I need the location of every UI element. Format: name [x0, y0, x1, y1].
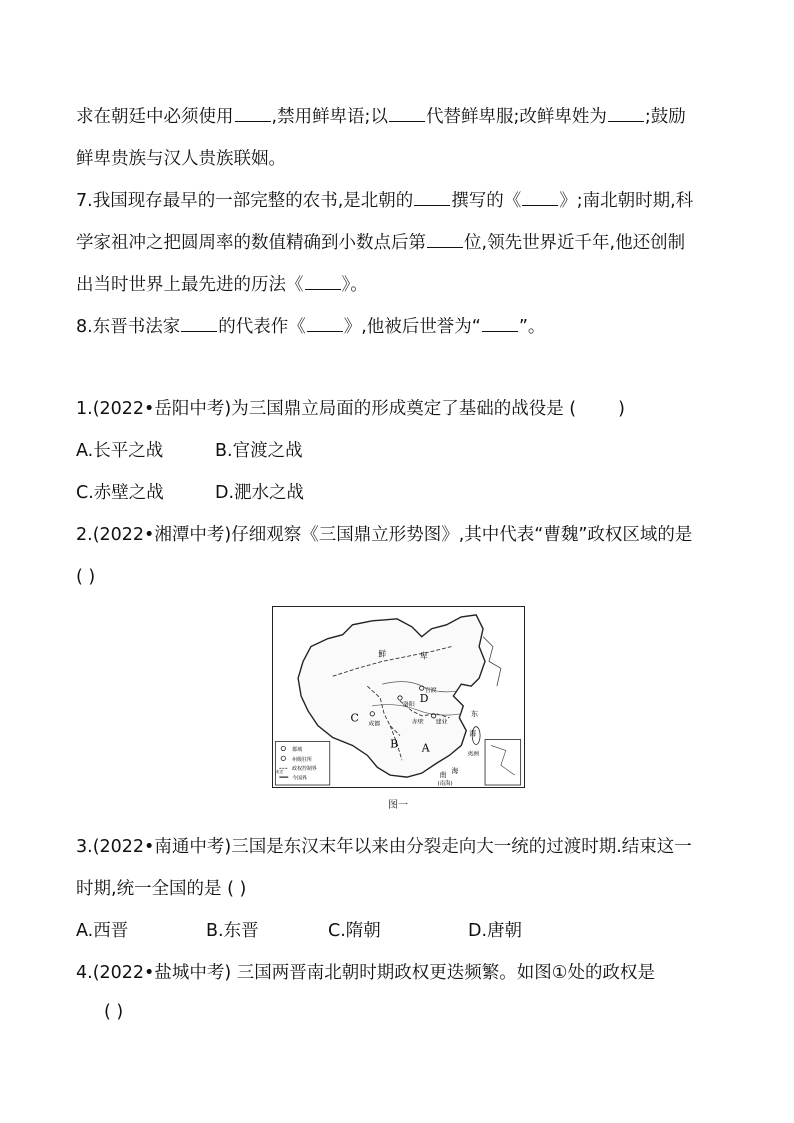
sea-label: 海	[469, 729, 477, 738]
text: 》。	[341, 275, 368, 295]
question-text: 3.(2022•南通中考)三国是东汉末年以来由分裂走向大一统的过渡时期.结束这一	[76, 837, 692, 857]
city-label: 建业	[435, 718, 448, 726]
legend-label: 州级驻所	[292, 756, 312, 763]
q3-option-c[interactable]: C.隋朝	[328, 921, 381, 941]
map-drawing	[273, 607, 524, 787]
blank[interactable]	[482, 317, 518, 332]
q1-option-d[interactable]: D.淝水之战	[215, 483, 305, 503]
city-label: 赤壁	[411, 718, 424, 726]
blank[interactable]	[414, 191, 450, 206]
blank[interactable]	[427, 233, 463, 248]
city-label: 成都	[368, 720, 381, 728]
q3-option-a[interactable]: A.西晋	[76, 921, 129, 941]
text: 位,领先世界近千年,他还创制	[464, 233, 686, 253]
text: ”。	[518, 317, 546, 337]
legend-side-label: 未定	[275, 769, 284, 775]
question-2-answer[interactable]: ( )	[76, 567, 96, 587]
sea-label: 海	[451, 767, 459, 776]
blank[interactable]	[389, 107, 425, 122]
blank[interactable]	[307, 317, 343, 332]
city-label: 洛阳	[402, 700, 415, 708]
blank[interactable]	[181, 317, 217, 332]
blank[interactable]	[305, 275, 341, 290]
legend-label: 都城	[292, 746, 303, 753]
question-4-stem	[76, 962, 655, 984]
text: 的代表作《	[218, 317, 306, 337]
sea-label: (南海)	[437, 781, 453, 787]
question-7-line-1	[76, 190, 693, 212]
map-label: 鲜	[378, 649, 387, 659]
figure-caption: 图一	[388, 800, 408, 811]
question-1-stem	[76, 398, 625, 420]
island-label: 夷洲	[467, 750, 480, 758]
south-sea-inset	[485, 740, 521, 785]
intro-line-2	[76, 148, 286, 170]
question-2-stem	[76, 524, 692, 546]
intro-line-1	[76, 106, 686, 128]
text: 8.东晋书法家	[76, 317, 181, 337]
text: 学家祖冲之把圆周率的数值精确到小数点后第	[76, 233, 426, 253]
question-7-line-2	[76, 232, 685, 254]
region-label-d: D	[419, 691, 429, 705]
sea-label: 东	[471, 709, 479, 718]
legend-label: 今国界	[292, 775, 307, 782]
blank[interactable]	[522, 191, 558, 206]
region-label-b: B	[390, 737, 399, 751]
text: 求在朝廷中必须使用	[76, 107, 234, 127]
q3-option-b[interactable]: B.东晋	[206, 921, 259, 941]
blank[interactable]	[235, 107, 271, 122]
question-text[interactable]: 时期,统一全国的是 ( )	[76, 879, 247, 899]
question-8-line	[76, 316, 545, 338]
text: 出当时世界上最先进的历法《	[76, 275, 304, 295]
city-label: 官渡	[424, 687, 437, 695]
question-text: 2.(2022•湘潭中考)仔细观察《三国鼎立形势图》,其中代表“曹魏”政权区域的是	[76, 525, 693, 545]
region-label-c: C	[350, 711, 359, 725]
question-7-line-3	[76, 274, 368, 296]
text: 》,他被后世誉为“	[343, 317, 481, 337]
text: 代替鲜卑服;改鲜卑姓为	[425, 107, 607, 127]
question-4-answer[interactable]: ( )	[104, 1002, 124, 1022]
paren-close: )	[618, 399, 625, 419]
q3-option-d[interactable]: D.唐朝	[468, 921, 523, 941]
q1-option-c[interactable]: C.赤壁之战	[76, 483, 164, 503]
question-text: 4.(2022•盐城中考) 三国两晋南北朝时期政权更迭频繁。如图①处的政权是	[76, 963, 655, 983]
map-label: 卑	[419, 651, 428, 661]
three-kingdoms-map	[272, 606, 525, 788]
q1-option-a[interactable]: A.长平之战	[76, 441, 164, 461]
q1-option-b[interactable]: B.官渡之战	[215, 441, 303, 461]
blank[interactable]	[608, 107, 644, 122]
text: ,禁用鲜卑语;以	[271, 107, 388, 127]
question-text: 1.(2022•岳阳中考)为三国鼎立局面的形成奠定了基础的战役是 (	[76, 399, 577, 419]
region-label-a: A	[421, 741, 430, 755]
sea-label: 南	[439, 771, 447, 780]
text: 》;南北朝时期,科	[559, 191, 694, 211]
text: 7.我国现存最早的一部完整的农书,是北朝的	[76, 191, 414, 211]
question-3-stem-1	[76, 836, 692, 858]
text: ;鼓励	[644, 107, 686, 127]
text: 撰写的《	[451, 191, 522, 211]
legend-label: 政权控制界	[292, 766, 317, 773]
question-3-stem-2	[76, 878, 246, 900]
text: 鲜卑贵族与汉人贵族联姻。	[76, 149, 286, 169]
